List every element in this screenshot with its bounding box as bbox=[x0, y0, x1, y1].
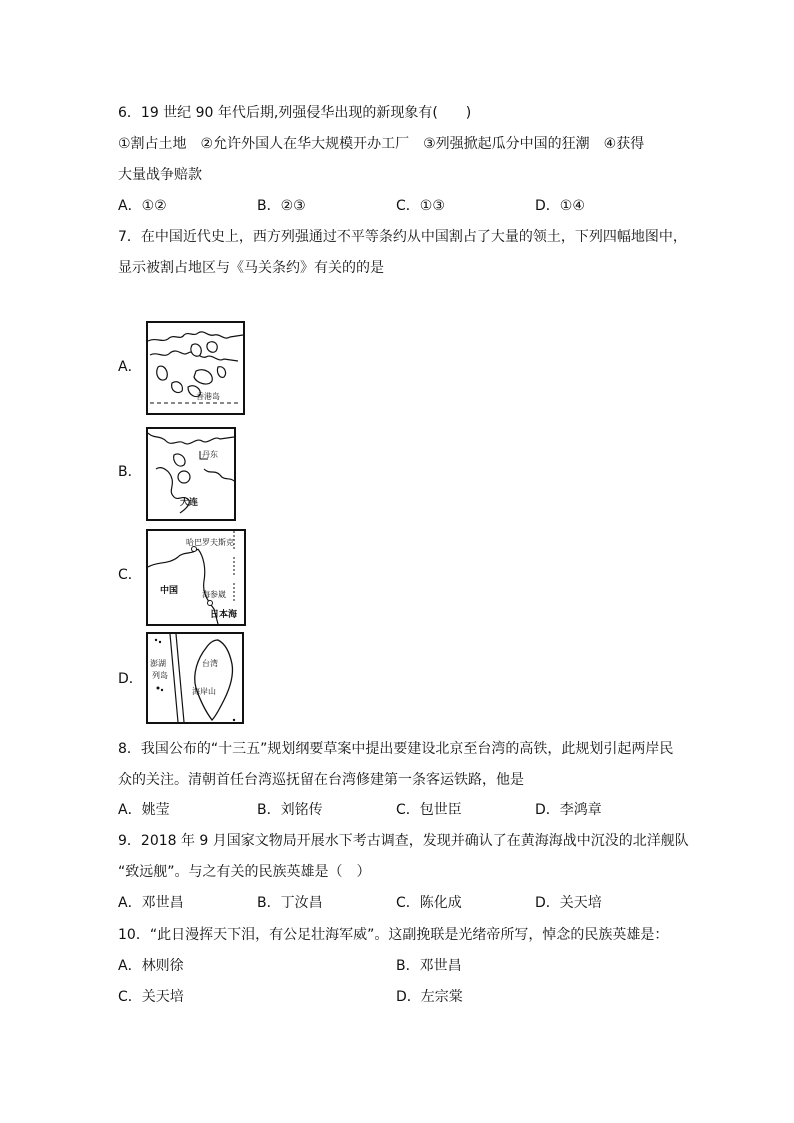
q8-option-b: B．刘铭传 bbox=[257, 802, 323, 818]
q8-option-c: C．包世臣 bbox=[396, 802, 462, 818]
map-a-hong-kong bbox=[146, 321, 245, 415]
q10-stem: 10．“此日漫挥天下泪，有公足壮海军威”。这副挽联是光绪帝所写，悼念的民族英雄是： bbox=[118, 927, 669, 943]
q6-option-c: C．①③ bbox=[396, 198, 445, 214]
q10-option-a: A．林则徐 bbox=[118, 958, 184, 974]
map-a-drawing bbox=[148, 323, 243, 413]
q8-stem-line1: 8．我国公布的“十三五”规划纲要草案中提出要建设北京至台湾的高铁，此规划引起两岸民 bbox=[118, 741, 674, 757]
map-b-drawing bbox=[148, 429, 234, 519]
q9-option-d: D．关天培 bbox=[535, 895, 602, 911]
map-d-place-penghu: 澎湖 bbox=[150, 659, 166, 668]
q8-option-d: D．李鸿章 bbox=[535, 802, 602, 818]
map-b-liaodong bbox=[146, 427, 236, 521]
q6-option-d: D．①④ bbox=[535, 198, 585, 214]
q10-option-d: D．左宗棠 bbox=[396, 989, 463, 1005]
map-c-far-east bbox=[146, 529, 246, 626]
map-d-taiwan bbox=[146, 632, 244, 724]
q9-option-a: A．邓世昌 bbox=[118, 895, 184, 911]
map-c-place-khabarovsk: 哈巴罗夫斯克 bbox=[186, 538, 234, 547]
map-d-place-coastal-mountain: 海岸山 bbox=[192, 687, 216, 696]
map-b-place-dandong: 丹东 bbox=[202, 450, 218, 459]
q6-items-line1: ①割占土地 ②允许外国人在华大规模开办工厂 ③列强掀起瓜分中国的狂潮 ④获得 bbox=[118, 136, 645, 152]
q7-stem-line1: 7．在中国近代史上，西方列强通过不平等条约从中国割占了大量的领土，下列四幅地图中， bbox=[118, 229, 687, 245]
q8-option-a: A．姚莹 bbox=[118, 802, 170, 818]
map-c-place-sea-of-japan: 日本海 bbox=[210, 610, 238, 620]
q6-option-b: B．②③ bbox=[257, 198, 306, 214]
map-d-place-islands: 列岛 bbox=[152, 671, 168, 680]
q10-option-c: C．关天培 bbox=[118, 989, 184, 1005]
q6-stem: 6．19 世纪 90 年代后期,列强侵华出现的新现象有( ) bbox=[118, 105, 472, 121]
map-a-label: A． bbox=[118, 359, 142, 375]
map-a-place-hongkong: 香港岛 bbox=[196, 392, 220, 401]
map-c-place-china: 中国 bbox=[160, 586, 179, 596]
q6-option-a: A．①② bbox=[118, 198, 167, 214]
q8-stem-line2: 众的关注。清朝首任台湾巡抚留在台湾修建第一条客运铁路，他是 bbox=[118, 772, 524, 788]
q9-stem-line1: 9．2018 年 9 月国家文物局开展水下考古调查，发现并确认了在黄海海战中沉没的北洋舰队 bbox=[118, 833, 689, 849]
map-d-drawing bbox=[148, 634, 242, 722]
map-c-place-vladivostok: 海参崴 bbox=[202, 590, 226, 599]
q9-stem-line2: “致远舰”。与之有关的民族英雄是（ ） bbox=[118, 864, 371, 880]
map-b-place-dalian: 大连 bbox=[180, 498, 199, 508]
map-d-place-taiwan: 台湾 bbox=[202, 659, 218, 668]
map-b-label: B． bbox=[118, 464, 142, 480]
q9-option-c: C．陈化成 bbox=[396, 895, 462, 911]
map-d-label: D． bbox=[118, 671, 143, 687]
map-c-label: C． bbox=[118, 567, 142, 583]
q9-option-b: B．丁汝昌 bbox=[257, 895, 323, 911]
q6-items-line2: 大量战争赔款 bbox=[118, 167, 202, 183]
q7-stem-line2: 显示被割占地区与《马关条约》有关的的是 bbox=[118, 260, 384, 276]
q10-option-b: B．邓世昌 bbox=[396, 958, 462, 974]
map-c-drawing bbox=[148, 531, 244, 624]
